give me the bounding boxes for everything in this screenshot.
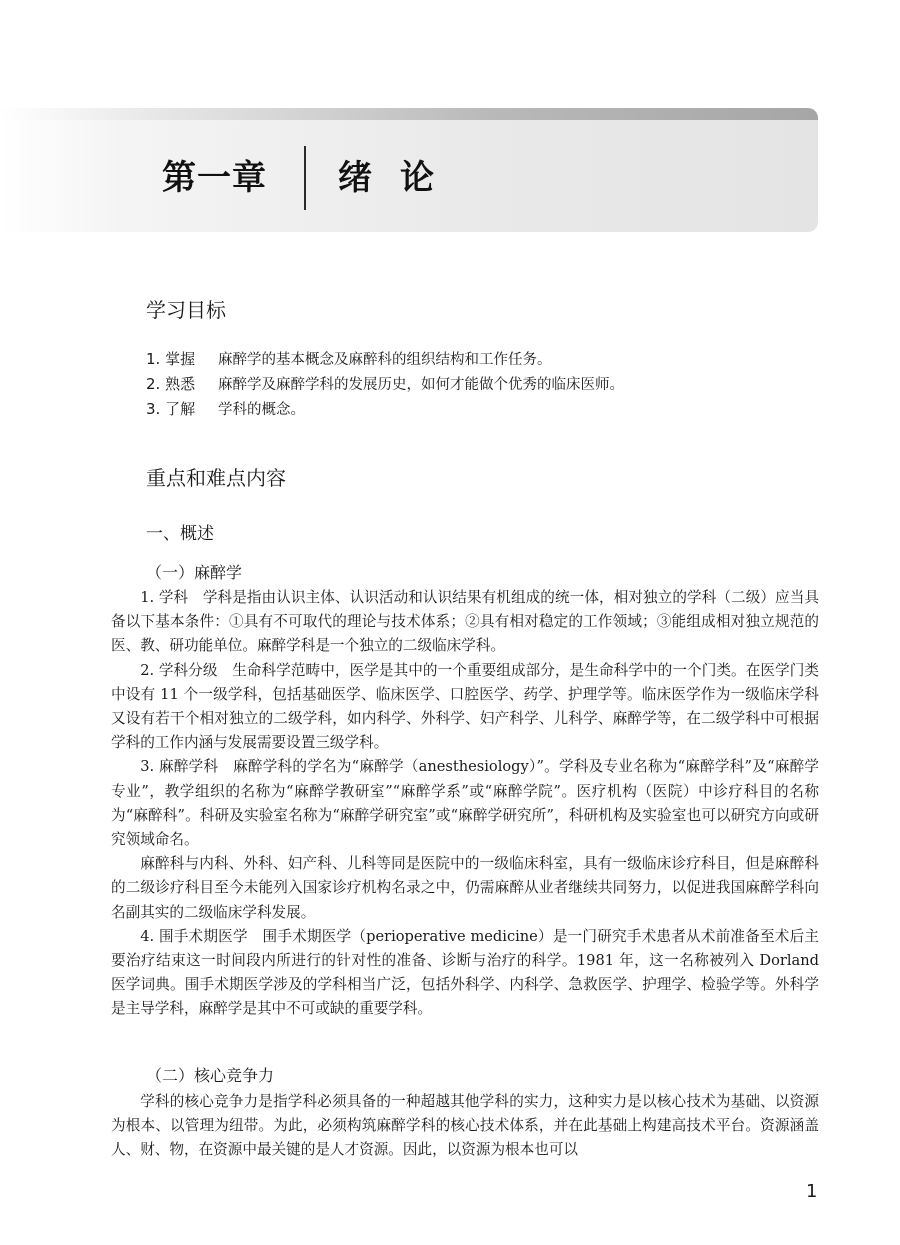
objective-text: 麻醉学的基本概念及麻醉科的组织结构和工作任务。 xyxy=(218,352,552,368)
subsection-heading-anesthesiology: （一）麻醉学 xyxy=(146,563,243,582)
section-heading: 一、概述 xyxy=(146,524,214,544)
anesthesiology-body xyxy=(111,586,819,1022)
objective-label: 3. 了解 xyxy=(146,400,196,418)
objective-item xyxy=(146,397,826,422)
page-number: 1 xyxy=(806,1181,818,1202)
objective-item xyxy=(146,347,826,372)
key-content-heading: 重点和难点内容 xyxy=(146,466,286,490)
paragraph: 1. 学科 学科是指由认识主体、认识活动和认识结果有机组成的统一体，相对独立的学科（二级）应当具备以下基本条件：①具有不可取代的理论与技术体系；②具有相对稳定的工作领域；③能组成相对独立规范的医、教、研功能单位。麻醉学科是一个独立的二级临床学科。 xyxy=(111,589,819,655)
paragraph: 麻醉科与内科、外科、妇产科、儿科等同是医院中的一级临床科室，具有一级临床诊疗科目，但是麻醉科的二级诊疗科目至今未能列入国家诊疗机构名录之中，仍需麻醉从业者继续共同努力，以促进我国麻醉学科向名副其实的二级临床学科发展。 xyxy=(111,855,819,921)
chapter-number: 第一章 xyxy=(162,158,267,198)
paragraph: 2. 学科分级 生命科学范畴中，医学是其中的一个重要组成部分，是生命科学中的一个门类。在医学门类中设有 11 个一级学科，包括基础医学、临床医学、口腔医学、药学、护理学等。临床医学作为一级临床学科又设有若干个相对独立的二级学科，如内科学、外科学、妇产科学、儿科学、麻醉学等，在二级学科中可根据学科的工作内涵与发展需要设置三级学科。 xyxy=(111,661,819,752)
subsection-heading-competitiveness: （二）核心竞争力 xyxy=(146,1066,275,1085)
chapter-divider xyxy=(304,146,306,210)
chapter-header-bar xyxy=(0,108,818,120)
objectives-heading: 学习目标 xyxy=(146,298,226,322)
chapter-title: 绪论 xyxy=(338,158,462,198)
competitiveness-body xyxy=(111,1090,819,1163)
objective-text: 麻醉学及麻醉学科的发展历史，如何才能做个优秀的临床医师。 xyxy=(218,377,624,393)
paragraph: 学科的核心竞争力是指学科必须具备的一种超越其他学科的实力，这种实力是以核心技术为基础、以资源为根本、以管理为纽带。为此，必须构筑麻醉学科的核心技术体系，并在此基础上构建高技术平台。资源涵盖人、财、物，在资源中最关键的是人才资源。因此，以资源为根本也可以 xyxy=(111,1093,819,1159)
objective-label: 2. 熟悉 xyxy=(146,375,196,393)
objective-label: 1. 掌握 xyxy=(146,350,196,368)
paragraph: 4. 围手术期医学 围手术期医学（perioperative medicine）是一门研究手术患者从术前准备至术后主要治疗结束这一时间段内所进行的针对性的准备、诊断与治疗的科学。1981 年，这一名称被列入 Dorland 医学词典。围手术期医学涉及的学科相当广泛，包括外科学、内科学、急救医学、护理学、检验学等。外科学是主导学科，麻醉学是其中不可或缺的重要学科。 xyxy=(111,927,819,1018)
objective-item xyxy=(146,372,826,397)
objective-text: 学科的概念。 xyxy=(218,402,305,418)
objectives-list xyxy=(146,347,826,422)
paragraph: 3. 麻醉学科 麻醉学科的学名为“麻醉学（anesthesiology）”。学科及专业名称为“麻醉学科”及“麻醉学专业”，教学组织的名称为“麻醉学教研室”“麻醉学系”或“麻醉学院”。医疗机构（医院）中诊疗科目的名称为“麻醉科”。科研及实验室名称为“麻醉学研究室”或“麻醉学研究所”，科研机构及实验室也可以研究方向或研究领域命名。 xyxy=(111,758,819,849)
